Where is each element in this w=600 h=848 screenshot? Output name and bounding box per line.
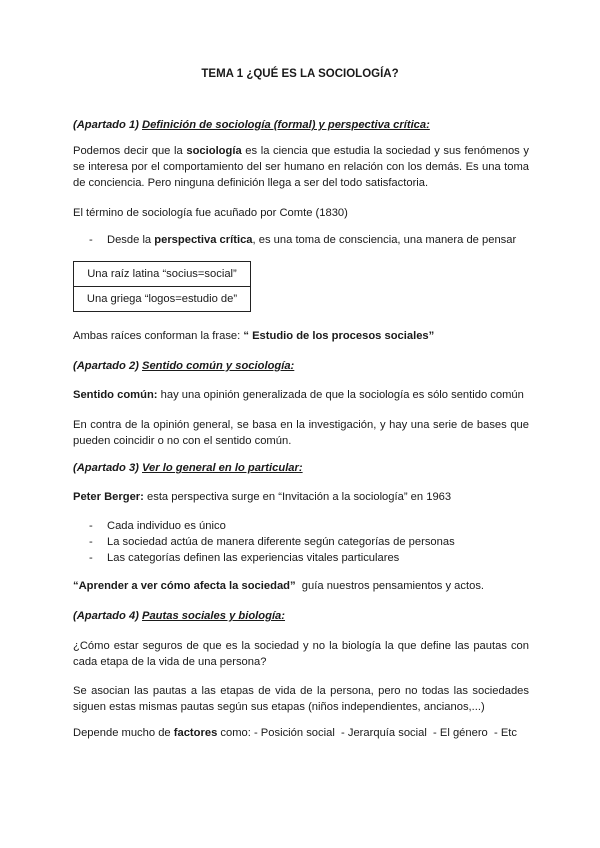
- section-1-title: Definición de sociología (formal) y perspectiva crítica:: [142, 119, 430, 131]
- section-1-bullet: [89, 234, 516, 246]
- text-segment: Depende mucho de: [73, 727, 174, 739]
- list-item-text: Cada individuo es único: [107, 520, 226, 532]
- section-1-paragraph-2: El término de sociología fue acuñado por Comte (1830): [73, 207, 348, 219]
- section-4-paragraph-1: ¿Cómo estar seguros de que es la sociedad y no la biología la que define las pautas con cada etapa de la vida de una persona?: [73, 640, 529, 668]
- text-segment: como: - Posición social - Jerarquía social - El género - Etc: [217, 727, 517, 739]
- bold-term: perspectiva crítica: [154, 234, 253, 246]
- list-item: [89, 536, 455, 548]
- bullet-dash: -: [89, 234, 93, 246]
- text-segment: Podemos decir que la: [73, 145, 187, 157]
- bold-term: factores: [173, 727, 218, 739]
- section-4-title: Pautas sociales y biología:: [142, 610, 286, 622]
- text-segment: es la ciencia que estudia la sociedad y sus fenómenos y se interesa por el comportamiento del ser humano en relación con los demás. Es una toma de conciencia. Pero ninguna definición llega a ser del todo satisfactoria.: [73, 145, 529, 189]
- section-2-paragraph-1: [73, 389, 524, 401]
- section-1-heading: [73, 119, 430, 131]
- section-3-prefix: (Apartado 3): [73, 462, 142, 474]
- text-segment: Ambas raíces conforman la frase:: [73, 330, 244, 342]
- table-row: [74, 287, 251, 312]
- section-2-paragraph-2: En contra de la opinión general, se basa en la investigación, y hay una serie de bases que pueden coincidir o no con el sentido común.: [73, 419, 529, 447]
- list-item-text: Las categorías definen las experiencias vitales particulares: [107, 552, 400, 564]
- section-2-prefix: (Apartado 2): [73, 360, 142, 372]
- section-3-heading: [73, 462, 303, 474]
- bold-term: sociología: [186, 145, 242, 157]
- text-segment: hay una opinión generalizada de que la sociología es sólo sentido común: [157, 389, 524, 401]
- table-row: [74, 262, 251, 287]
- section-4-prefix: (Apartado 4): [73, 610, 142, 622]
- page-title: TEMA 1 ¿QUÉ ES LA SOCIOLOGÍA?: [201, 68, 399, 80]
- bullet-dash: -: [89, 536, 93, 548]
- table-cell: Una griega “logos=estudio de”: [74, 287, 251, 312]
- section-3-paragraph-2: [73, 580, 484, 592]
- bullet-dash: -: [89, 552, 93, 564]
- section-3-title: Ver lo general en lo particular:: [142, 462, 303, 474]
- roots-table: [73, 261, 251, 312]
- bold-term: “Aprender a ver cómo afecta la sociedad”: [73, 580, 296, 592]
- text-segment: Desde la: [107, 234, 155, 246]
- section-1-paragraph-3: [73, 330, 434, 342]
- list-item: [89, 552, 399, 564]
- bold-term: Sentido común:: [73, 389, 158, 401]
- section-4-paragraph-2: Se asocian las pautas a las etapas de vida de la persona, pero no todas las sociedades siguen estas mismas pautas según sus etapas (niños independientes, ancianos,...): [73, 685, 529, 713]
- text-segment: , es una toma de consciencia, una manera de pensar: [252, 234, 517, 246]
- section-4-heading: [73, 610, 285, 622]
- list-item: [89, 520, 226, 532]
- section-1-prefix: (Apartado 1): [73, 119, 142, 131]
- text-segment: esta perspectiva surge en “Invitación a la sociología” en 1963: [143, 491, 452, 503]
- text-segment: guía nuestros pensamientos y actos.: [295, 580, 485, 592]
- section-4-paragraph-3: [73, 727, 517, 739]
- bold-term: Peter Berger:: [73, 491, 144, 503]
- table-cell: Una raíz latina “socius=social”: [74, 262, 251, 287]
- section-1-paragraph-1: [73, 143, 529, 191]
- section-2-heading: [73, 360, 294, 372]
- section-3-paragraph-1: [73, 491, 451, 503]
- bullet-dash: -: [89, 520, 93, 532]
- section-2-title: Sentido común y sociología:: [142, 360, 295, 372]
- bold-term: “ Estudio de los procesos sociales”: [243, 330, 435, 342]
- list-item-text: La sociedad actúa de manera diferente según categorías de personas: [107, 536, 455, 548]
